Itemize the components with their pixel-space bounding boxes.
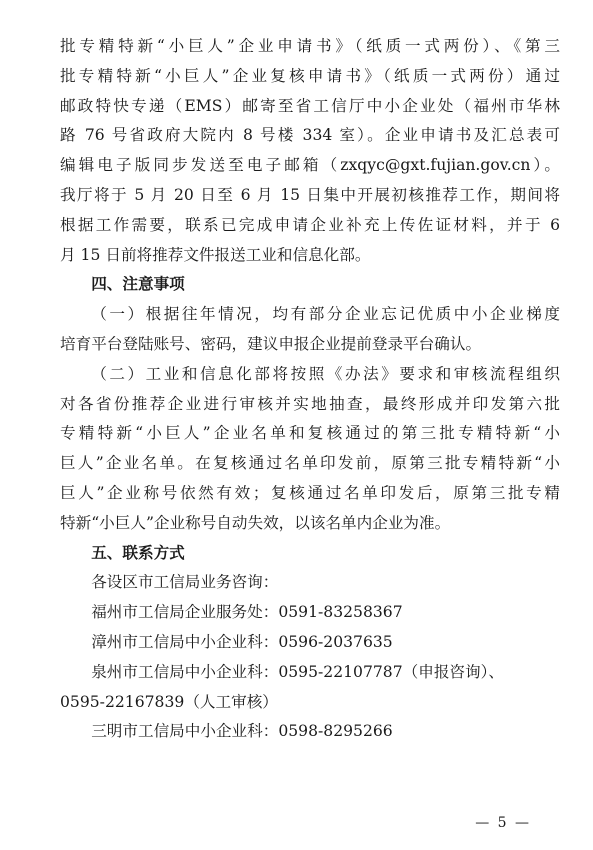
contact-intro: 各设区市工信局业务咨询： [91, 573, 279, 592]
section-heading-notes: 四、注意事项 [91, 275, 185, 294]
contact-item: 泉州市工信局中小企业科：0595-22107787（申报咨询）、 [91, 662, 504, 681]
text-line: 培育平台登陆账号、密码，建议申报企业提前登录平台确认。 [60, 334, 482, 353]
paragraph-note-2 [60, 360, 560, 539]
text-line: 专精特新“小巨人”企业名单和复核通过的第三批专精特新“小 [60, 424, 560, 443]
text-line: 巨人”企业称号依然有效；复核通过名单印发后，原第三批专精 [60, 483, 560, 502]
paragraph-note-1 [60, 300, 560, 360]
text-line: 特新“小巨人”企业称号自动失效，以该名单内企业为准。 [60, 513, 451, 532]
text-line: 我厅将于 5 月 20 日至 6 月 15 日集中开展初核推荐工作，期间将 [60, 185, 560, 204]
text-line: 根据工作需要，联系已完成申请企业补充上传佐证材料，并于 6 [60, 215, 560, 234]
document-body [60, 32, 560, 747]
text-line: （一）根据往年情况，均有部分企业忘记优质中小企业梯度 [91, 305, 560, 324]
text-line: （二）工业和信息化部将按照《办法》要求和审核流程组织 [91, 364, 560, 383]
text-line: 月 15 日前将推荐文件报送工业和信息化部。 [60, 245, 371, 264]
paragraph-submission [60, 32, 560, 270]
text-line: 路 76 号省政府大院内 8 号楼 334 室）。企业申请书及汇总表可 [60, 126, 560, 145]
text-line: 批专精特新“小巨人”企业复核申请书》（纸质一式两份）通过 [60, 66, 560, 85]
contact-item: 漳州市工信局中小企业科：0596-2037635 [91, 632, 393, 651]
text-line: 编辑电子版同步发送至电子邮箱（zxqyc@gxt.fujian.gov.cn）。 [60, 156, 560, 175]
text-line: 批专精特新“小巨人”企业申请书》（纸质一式两份）、《第三 [60, 37, 560, 55]
contact-item-continuation: 0595-22167839（人工审核） [60, 692, 278, 711]
text-line: 巨人”企业名单。在复核通过名单印发前，原第三批专精特新“小 [60, 454, 560, 473]
contact-list [60, 568, 560, 747]
contact-item: 三明市工信局中小企业科：0598-8295266 [91, 722, 393, 741]
text-line: 对各省份推荐企业进行审核并实地抽查，最终形成并印发第六批 [60, 394, 560, 413]
section-heading-contacts: 五、联系方式 [91, 543, 185, 562]
contact-item: 福州市工信局企业服务处：0591-83258367 [91, 603, 403, 622]
page-number: — 5 — [475, 815, 531, 831]
text-line: 邮政特快专递（EMS）邮寄至省工信厅中小企业处（福州市华林 [60, 96, 560, 115]
